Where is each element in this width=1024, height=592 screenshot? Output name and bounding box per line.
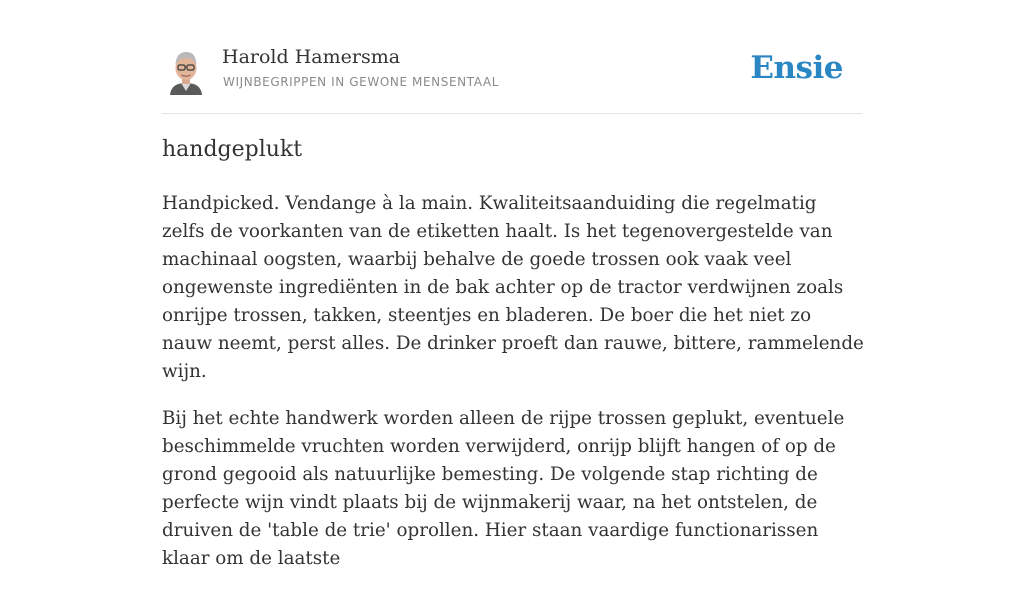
content-container (162, 0, 864, 569)
author-name[interactable]: Harold Hamersma (222, 46, 401, 68)
author-tagline: WIJNBEGRIPPEN IN GEWONE MENSENTAAL (223, 75, 499, 89)
post-paragraph: Handpicked. Vendange à la main. Kwaliteitsaanduiding die regelmatig zelfs de voorkanten van de etiketten haalt. Is het tegenovergestelde van machinaal oogsten, waarbij behalve de goede trossen ook vaak veel ongewenste ingrediënten in de bak achter op de tractor verdwijnen zoals onrijpe trossen, takken, steentjes en bladeren. De boer die het niet zo nauw neemt, perst alles. De drinker proeft dan rauwe, bittere, rammelende wijn. (162, 193, 864, 382)
post-paragraph: Bij het echte handwerk worden alleen de rijpe trossen geplukt, eventuele beschimmelde vruchten worden verwijderd, onrijp blijft hangen of op de grond gegooid als natuurlijke bemesting. De volgende stap richting de perfecte wijn vindt plaats bij de wijnmakerij waar, na het ontstelen, de druiven de 'table de trie' oprollen. Hier staan vaardige functionarissen klaar om de laatste (162, 408, 845, 569)
post-title: handgeplukt (162, 137, 303, 162)
page-header (162, 0, 862, 114)
ensie-logo[interactable]: Ensie (750, 50, 843, 86)
author-avatar[interactable] (166, 47, 206, 95)
post-body (162, 190, 864, 592)
